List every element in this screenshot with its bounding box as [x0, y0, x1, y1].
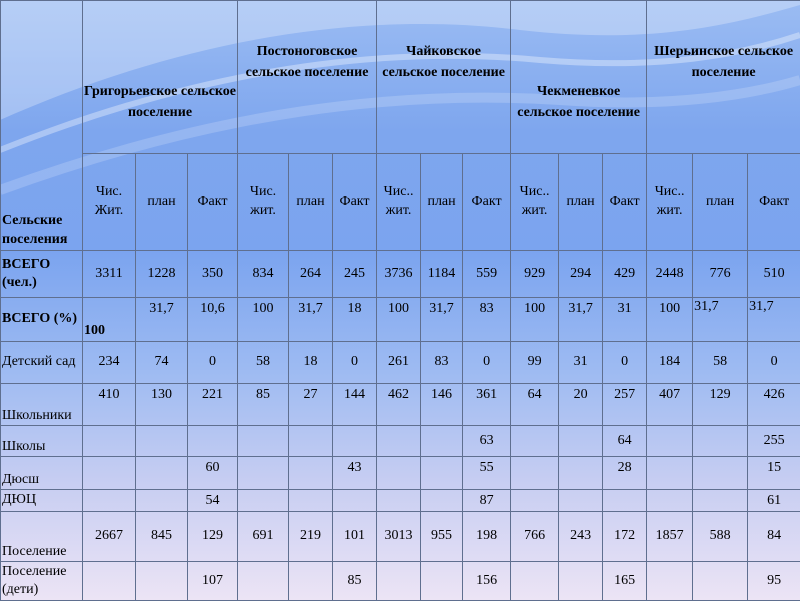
table-cell: 1228 [136, 251, 188, 298]
table-cell: 31,7 [289, 298, 333, 342]
table-cell [559, 490, 603, 512]
table-cell: 10,6 [188, 298, 238, 342]
table-cell [289, 490, 333, 512]
table-cell: 361 [463, 384, 511, 426]
table-cell: 43 [333, 457, 377, 490]
subheader-cell: план [136, 154, 188, 251]
table-cell: 221 [188, 384, 238, 426]
subheader-cell: Чис.. жит. [647, 154, 693, 251]
subheader-cell: Чис.. жит. [377, 154, 421, 251]
table-cell [559, 457, 603, 490]
table-cell: 130 [136, 384, 188, 426]
table-cell [377, 457, 421, 490]
table-cell: 776 [693, 251, 748, 298]
subheader-cell: Чис. Жит. [83, 154, 136, 251]
table-cell: 100 [647, 298, 693, 342]
table-cell [693, 457, 748, 490]
table-cell: 559 [463, 251, 511, 298]
table-row [1, 457, 800, 490]
table-cell: 243 [559, 512, 603, 562]
table-cell: 1857 [647, 512, 693, 562]
table-cell: 85 [333, 562, 377, 601]
table-cell: 766 [511, 512, 559, 562]
table-cell: 31,7 [421, 298, 463, 342]
table-cell: 245 [333, 251, 377, 298]
table-cell: 54 [188, 490, 238, 512]
table-cell [289, 457, 333, 490]
table-cell: 588 [693, 512, 748, 562]
table-cell: 31,7 [559, 298, 603, 342]
table-cell: 15 [748, 457, 800, 490]
table-cell [377, 426, 421, 457]
table-cell [693, 426, 748, 457]
table-cell: 64 [603, 426, 647, 457]
subheader-cell: план [559, 154, 603, 251]
table-cell: 510 [748, 251, 800, 298]
table-cell: 264 [289, 251, 333, 298]
table-cell: 172 [603, 512, 647, 562]
table-cell [136, 562, 188, 601]
table-cell [136, 490, 188, 512]
table-cell [511, 490, 559, 512]
table-cell: 129 [693, 384, 748, 426]
subheader-cell: Факт [603, 154, 647, 251]
table-cell: 84 [748, 512, 800, 562]
table-cell: 31,7 [136, 298, 188, 342]
table-cell [136, 457, 188, 490]
subheader-cell: Факт [188, 154, 238, 251]
table-cell: 87 [463, 490, 511, 512]
table-cell [83, 426, 136, 457]
table-cell: 0 [463, 342, 511, 384]
table-cell: 31,7 [748, 298, 800, 342]
row-label: Дюсш [1, 457, 83, 490]
table-cell: 3736 [377, 251, 421, 298]
table-cell: 146 [421, 384, 463, 426]
settlement-header: Григорьевское сельское поселение [83, 1, 238, 154]
table-cell: 156 [463, 562, 511, 601]
table-cell: 407 [647, 384, 693, 426]
table-cell [647, 457, 693, 490]
table-cell: 63 [463, 426, 511, 457]
table-cell: 198 [463, 512, 511, 562]
table-cell [559, 562, 603, 601]
table-cell: 20 [559, 384, 603, 426]
table-cell [188, 426, 238, 457]
table-cell: 219 [289, 512, 333, 562]
row-label: Детский сад [1, 342, 83, 384]
table-cell: 2448 [647, 251, 693, 298]
subheader-cell: план [289, 154, 333, 251]
table-cell [647, 562, 693, 601]
table-cell: 31 [603, 298, 647, 342]
row-label: Поселение (дети) [1, 562, 83, 601]
table-cell: 100 [377, 298, 421, 342]
table-cell: 55 [463, 457, 511, 490]
table-cell: 929 [511, 251, 559, 298]
table-cell: 165 [603, 562, 647, 601]
subheader-cell: Факт [333, 154, 377, 251]
row-label: ДЮЦ [1, 490, 83, 512]
table-cell [238, 490, 289, 512]
table-cell: 2667 [83, 512, 136, 562]
table-cell: 31,7 [693, 298, 748, 342]
table-cell: 261 [377, 342, 421, 384]
table-row [1, 251, 800, 298]
table-cell [647, 490, 693, 512]
table-row [1, 490, 800, 512]
table-cell [421, 426, 463, 457]
table-cell: 410 [83, 384, 136, 426]
table-cell [136, 426, 188, 457]
table-cell [603, 490, 647, 512]
table-cell: 294 [559, 251, 603, 298]
table-cell: 144 [333, 384, 377, 426]
settlement-header: Постоноговское сельское поселение [238, 1, 377, 154]
table-cell: 955 [421, 512, 463, 562]
table-row [1, 342, 800, 384]
table-cell: 255 [748, 426, 800, 457]
table-cell: 100 [511, 298, 559, 342]
table-cell: 845 [136, 512, 188, 562]
settlement-header: Чайковское сельское поселение [377, 1, 511, 154]
table-cell [693, 490, 748, 512]
settlement-header: Шерьинское сельское поселение [647, 1, 800, 154]
table-cell [647, 426, 693, 457]
table-cell [421, 490, 463, 512]
table-cell: 85 [238, 384, 289, 426]
corner-header: Сельские поселения [1, 1, 83, 251]
table-cell [83, 562, 136, 601]
table-cell: 74 [136, 342, 188, 384]
subheader-cell: план [421, 154, 463, 251]
table-cell: 58 [238, 342, 289, 384]
table-row [1, 512, 800, 562]
table-cell [333, 490, 377, 512]
table-cell: 3311 [83, 251, 136, 298]
table-cell: 100 [238, 298, 289, 342]
table-cell [289, 562, 333, 601]
table-cell: 0 [748, 342, 800, 384]
table-cell [238, 426, 289, 457]
table-cell: 0 [188, 342, 238, 384]
table-cell [421, 562, 463, 601]
table-cell: 184 [647, 342, 693, 384]
table-cell: 60 [188, 457, 238, 490]
table-cell: 101 [333, 512, 377, 562]
table-cell: 0 [603, 342, 647, 384]
row-label: Школы [1, 426, 83, 457]
table-cell: 691 [238, 512, 289, 562]
table-cell [511, 457, 559, 490]
table-cell: 83 [421, 342, 463, 384]
table-cell [511, 562, 559, 601]
subheader-cell: план [693, 154, 748, 251]
table-cell: 100 [83, 298, 136, 342]
table-cell: 350 [188, 251, 238, 298]
table-cell: 834 [238, 251, 289, 298]
table-row [1, 426, 800, 457]
table-cell [511, 426, 559, 457]
table-cell [377, 490, 421, 512]
table-cell: 27 [289, 384, 333, 426]
table-cell: 83 [463, 298, 511, 342]
table-cell: 462 [377, 384, 421, 426]
table-cell: 31 [559, 342, 603, 384]
table-cell [289, 426, 333, 457]
table-cell [83, 490, 136, 512]
table-cell [238, 457, 289, 490]
table-cell [377, 562, 421, 601]
table-cell: 61 [748, 490, 800, 512]
table-cell: 107 [188, 562, 238, 601]
table-cell: 58 [693, 342, 748, 384]
table-cell: 99 [511, 342, 559, 384]
table-cell [83, 457, 136, 490]
table-cell: 234 [83, 342, 136, 384]
row-label: ВСЕГО (чел.) [1, 251, 83, 298]
table-cell: 95 [748, 562, 800, 601]
table-cell: 429 [603, 251, 647, 298]
table-cell [559, 426, 603, 457]
subheader-cell: Факт [748, 154, 800, 251]
table-cell: 28 [603, 457, 647, 490]
table-cell [333, 426, 377, 457]
table-cell: 18 [289, 342, 333, 384]
row-label: Школьники [1, 384, 83, 426]
table-cell [693, 562, 748, 601]
table-cell: 0 [333, 342, 377, 384]
table-row [1, 384, 800, 426]
row-label: ВСЕГО (%) [1, 298, 83, 342]
subheader-cell: Чис.. жит. [511, 154, 559, 251]
table-cell [238, 562, 289, 601]
table-cell: 129 [188, 512, 238, 562]
table-cell: 257 [603, 384, 647, 426]
subheader-cell: Чис. жит. [238, 154, 289, 251]
table-row [1, 298, 800, 342]
settlement-header: Чекменевкое сельское поселение [511, 1, 647, 154]
table-row [1, 562, 800, 601]
subheader-cell: Факт [463, 154, 511, 251]
row-label: Поселение [1, 512, 83, 562]
table-cell: 3013 [377, 512, 421, 562]
table-cell [421, 457, 463, 490]
table-cell: 1184 [421, 251, 463, 298]
table-cell: 426 [748, 384, 800, 426]
table-cell: 18 [333, 298, 377, 342]
table-cell: 64 [511, 384, 559, 426]
